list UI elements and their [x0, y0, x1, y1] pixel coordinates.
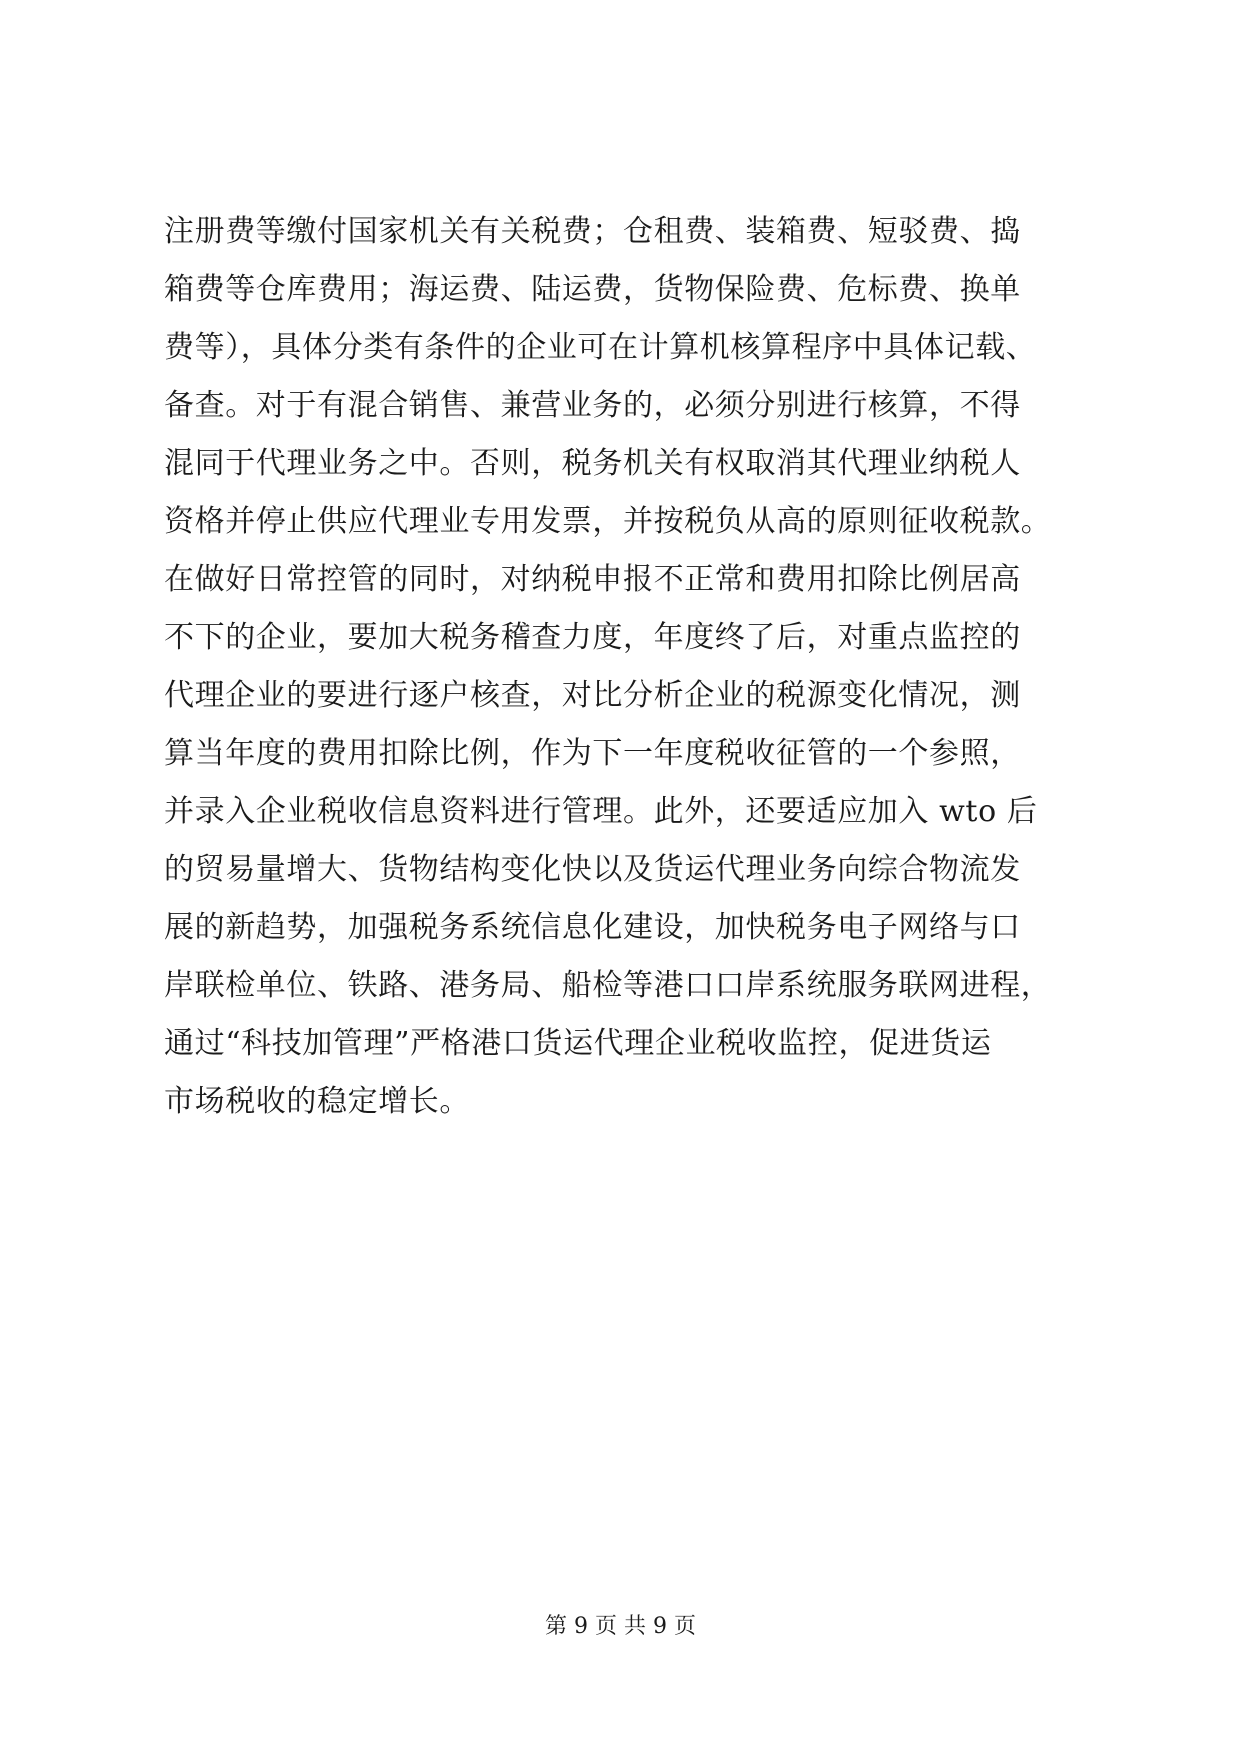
- text-line: 的贸易量增大、货物结构变化快以及货运代理业务向综合物流发: [164, 852, 1021, 887]
- text-line: 注册费等缴付国家机关有关税费；仓租费、装箱费、短驳费、捣: [164, 214, 1021, 249]
- text-line: 箱费等仓库费用；海运费、陆运费，货物保险费、危标费、换单: [164, 272, 1021, 307]
- text-line: 费等），具体分类有条件的企业可在计算机核算程序中具体记载、: [164, 330, 1037, 365]
- text-line: 资格并停止供应代理业专用发票，并按税负从高的原则征收税款。: [164, 504, 1052, 539]
- text-line: 混同于代理业务之中。否则，税务机关有权取消其代理业纳税人: [164, 446, 1021, 481]
- text-line: 在做好日常控管的同时，对纳税申报不正常和费用扣除比例居高: [164, 562, 1021, 597]
- text-line: 不下的企业，要加大税务稽查力度，年度终了后，对重点监控的: [164, 620, 1021, 655]
- text-line: 展的新趋势，加强税务系统信息化建设，加快税务电子网络与口: [164, 910, 1021, 945]
- page-number-footer: 第 9 页 共 9 页: [545, 1614, 696, 1639]
- text-line: 通过“科技加管理”严格港口货运代理企业税收监控，促进货运: [164, 1026, 992, 1061]
- text-line: 算当年度的费用扣除比例，作为下一年度税收征管的一个参照，: [164, 736, 1021, 771]
- text-line: 并录入企业税收信息资料进行管理。此外，还要适应加入 wto 后: [164, 794, 1038, 829]
- text-line: 岸联检单位、铁路、港务局、船检等港口口岸系统服务联网进程，: [164, 968, 1052, 1003]
- body-paragraph: [164, 203, 1094, 1131]
- text-line: 市场税收的稳定增长。: [164, 1084, 470, 1119]
- text-line: 代理企业的要进行逐户核查，对比分析企业的税源变化情况，测: [164, 678, 1021, 713]
- text-line: 备查。对于有混合销售、兼营业务的，必须分别进行核算，不得: [164, 388, 1021, 423]
